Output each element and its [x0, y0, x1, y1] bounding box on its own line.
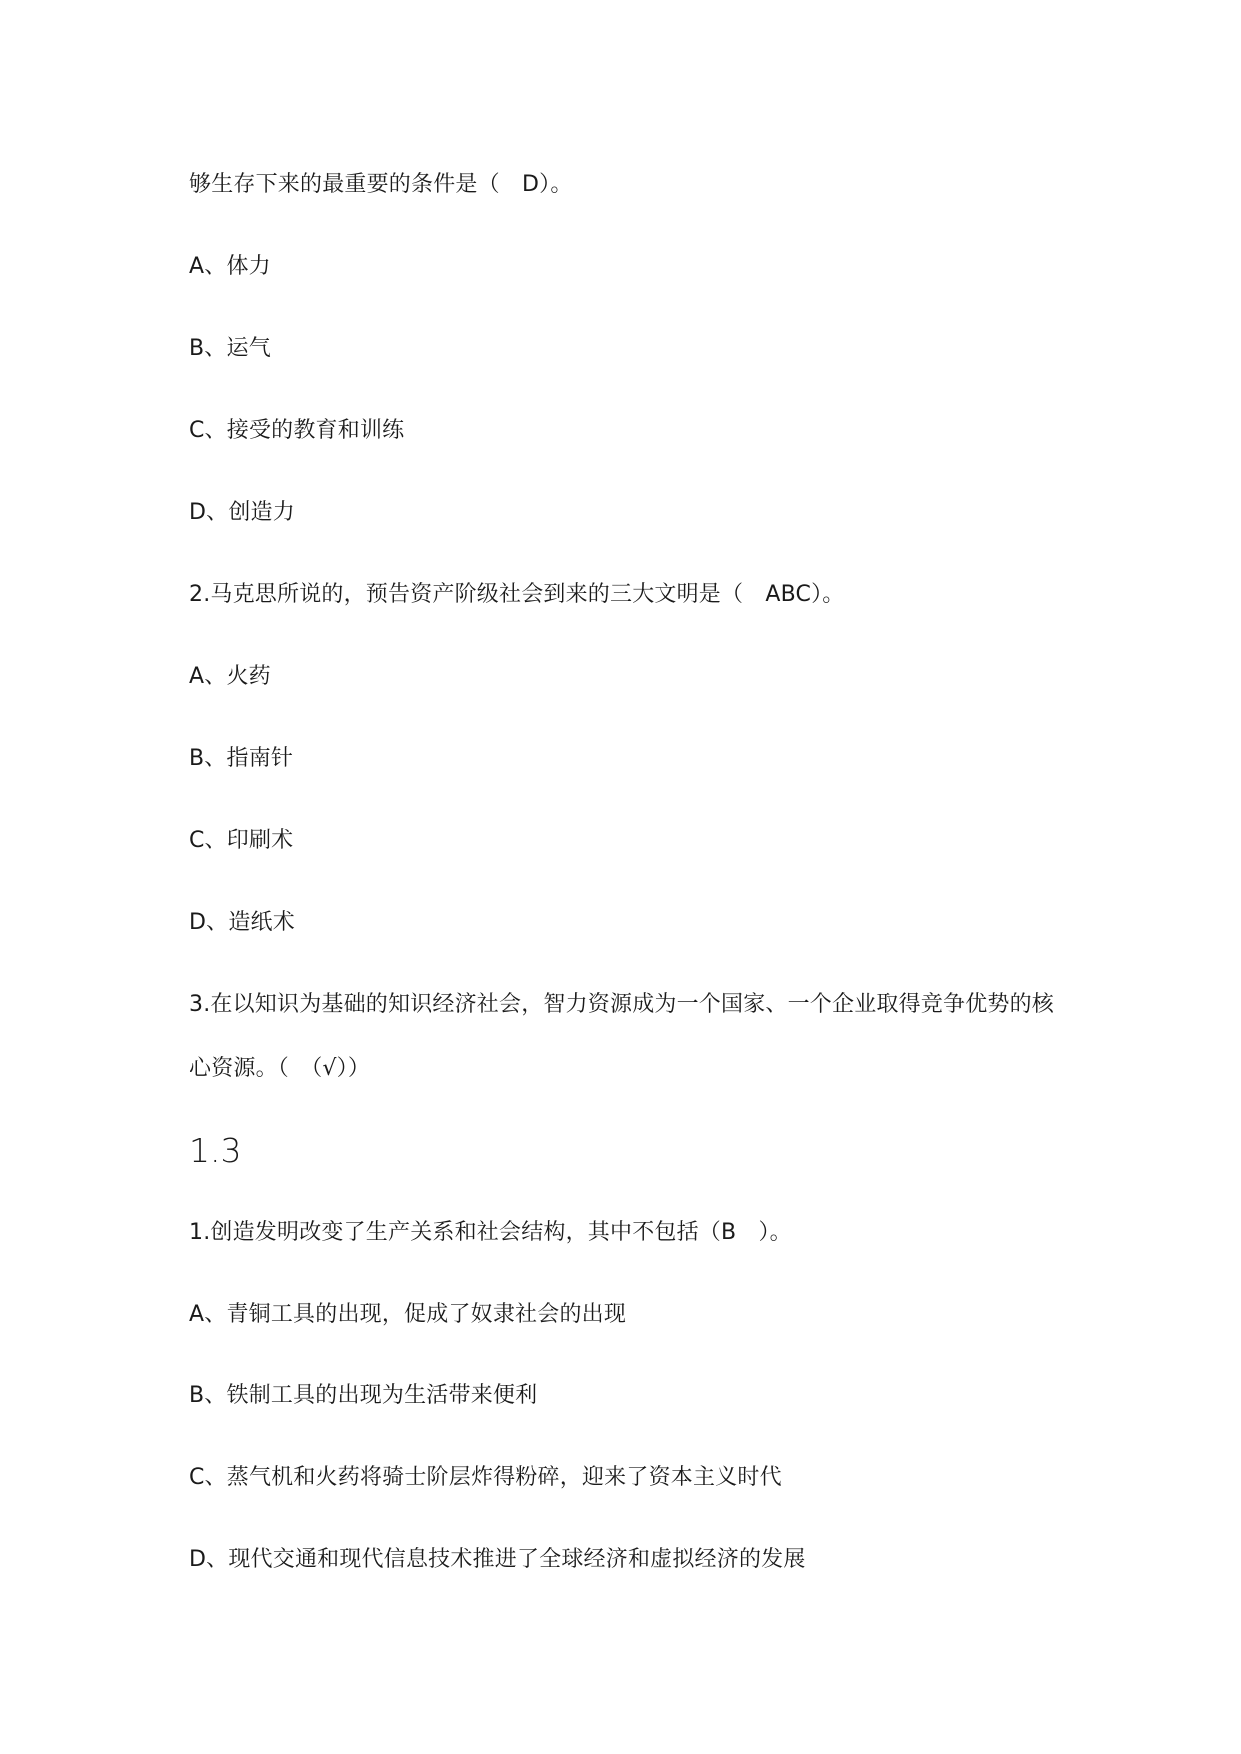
- question-stem-continuation: 心资源。（ （√））: [189, 1056, 371, 1081]
- question-stem: 3.在以知识为基础的知识经济社会，智力资源成为一个国家、一个企业取得竞争优势的核: [189, 992, 1054, 1017]
- option-a: A、青铜工具的出现，促成了奴隶社会的出现: [189, 1302, 627, 1327]
- question-stem: 1.创造发明改变了生产关系和社会结构，其中不包括（B ）。: [189, 1220, 792, 1245]
- option-c: C、接受的教育和训练: [189, 418, 405, 443]
- option-c: C、蒸气机和火药将骑士阶层炸得粉碎，迎来了资本主义时代: [189, 1465, 782, 1490]
- option-a: A、火药: [189, 664, 271, 689]
- option-b: B、运气: [189, 336, 271, 361]
- option-d: D、现代交通和现代信息技术推进了全球经济和虚拟经济的发展: [189, 1547, 806, 1572]
- question-stem: 2.马克思所说的，预告资产阶级社会到来的三大文明是（ ABC）。: [189, 582, 845, 607]
- option-a: A、体力: [189, 254, 271, 279]
- option-b: B、铁制工具的出现为生活带来便利: [189, 1383, 538, 1408]
- option-d: D、创造力: [189, 500, 295, 525]
- option-c: C、印刷术: [189, 828, 294, 853]
- section-heading: 1.3: [189, 1131, 242, 1170]
- option-b: B、指南针: [189, 746, 294, 771]
- option-d: D、造纸术: [189, 910, 295, 935]
- question-stem: 够生存下来的最重要的条件是（ D）。: [189, 172, 573, 197]
